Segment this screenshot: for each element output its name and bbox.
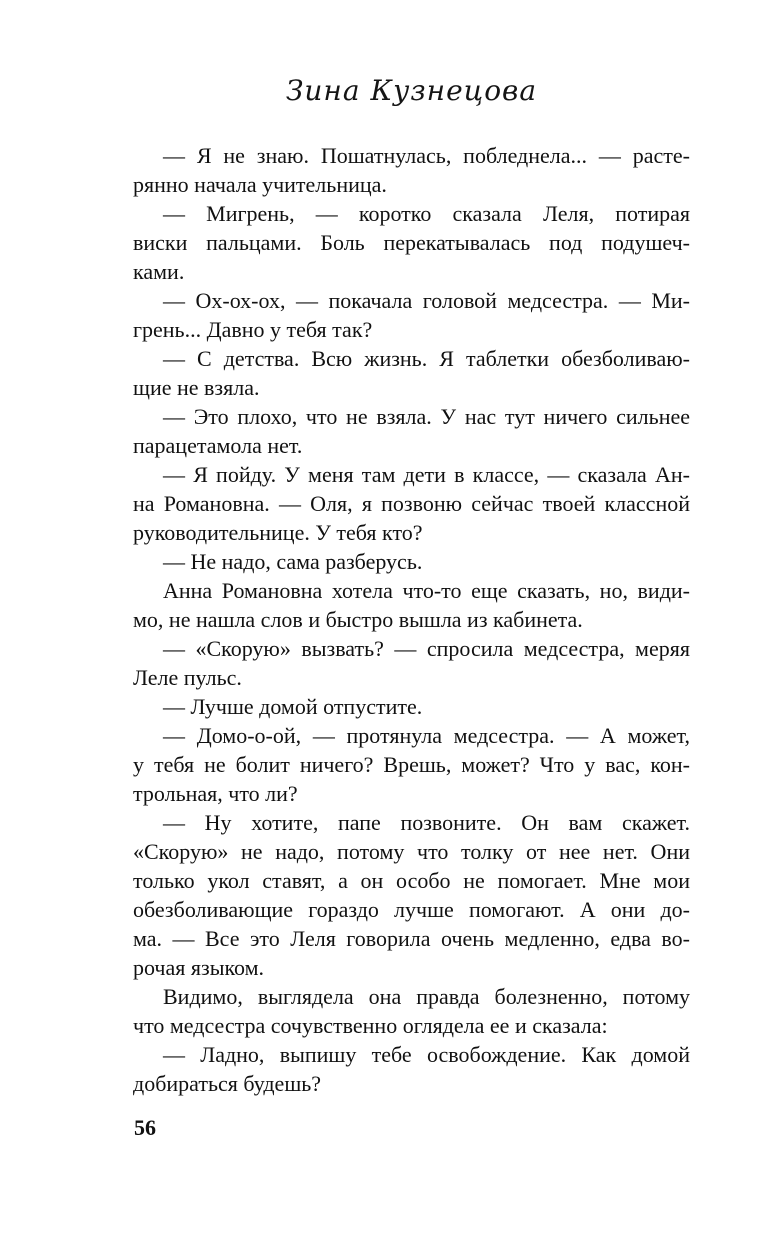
paragraph — [133, 576, 690, 634]
text-line: обезболивающие гораздо лучше помогают. А они до- — [133, 897, 690, 922]
paragraph — [133, 721, 690, 808]
paragraph — [133, 982, 690, 1040]
text-line: — Я пойду. У меня там дети в классе, — сказала Ан- — [163, 462, 690, 487]
text-line: «Скорую» не надо, потому что толку от нее нет. Они — [133, 839, 690, 864]
text-line: — Не надо, сама разберусь. — [163, 549, 423, 574]
paragraph — [133, 199, 690, 286]
text-line: парацетамола нет. — [133, 433, 303, 458]
text-line: — Я не знаю. Пошатнулась, побледнела... — расте- — [163, 143, 690, 168]
text-line: — Мигрень, — коротко сказала Леля, потирая — [163, 201, 690, 226]
paragraph — [133, 286, 690, 344]
paragraph — [133, 692, 690, 721]
paragraph — [133, 460, 690, 547]
text-line: рянно начала учительница. — [133, 172, 387, 197]
page-text-block — [133, 141, 690, 1098]
text-line: трольная, что ли? — [133, 781, 298, 806]
text-line: рочая языком. — [133, 955, 265, 980]
text-line: — Ладно, выпишу тебе освобождение. Как домой — [163, 1042, 690, 1067]
paragraph — [133, 808, 690, 982]
running-header-author: Зина Кузнецова — [285, 74, 538, 107]
text-line: добираться будешь? — [133, 1071, 322, 1096]
text-line: Анна Романовна хотела что-то еще сказать, но, види- — [163, 578, 690, 603]
text-line: — «Скорую» вызвать? — спросила медсестра, меряя — [163, 636, 690, 661]
text-line: — Это плохо, что не взяла. У нас тут ничего сильнее — [163, 404, 690, 429]
paragraph — [133, 402, 690, 460]
text-line: грень... Давно у тебя так? — [133, 317, 373, 342]
paragraph — [133, 634, 690, 692]
text-line: Леле пульс. — [133, 665, 242, 690]
text-line: — Ох-ох-ох, — покачала головой медсестра. — Ми- — [163, 288, 690, 313]
text-line: ма. — Все это Леля говорила очень медленно, едва во- — [133, 926, 690, 951]
paragraph — [133, 1040, 690, 1098]
text-line: мо, не нашла слов и быстро вышла из кабинета. — [133, 607, 583, 632]
text-line: — Домо-о-ой, — протянула медсестра. — А может, — [163, 723, 690, 748]
text-line: только укол ставят, а он особо не помогает. Мне мои — [133, 868, 690, 893]
text-line: — Ну хотите, папе позвоните. Он вам скажет. — [163, 810, 690, 835]
text-line: щие не взяла. — [133, 375, 260, 400]
text-line: у тебя не болит ничего? Врешь, может? Что у вас, кон- — [133, 752, 690, 777]
paragraph — [133, 344, 690, 402]
text-line: ками. — [133, 259, 185, 284]
text-line: виски пальцами. Боль перекатывалась под подушеч- — [133, 230, 690, 255]
page-number: 56 — [134, 1115, 156, 1140]
text-line: что медсестра сочувственно оглядела ее и сказала: — [133, 1013, 608, 1038]
text-line: на Романовна. — Оля, я позвоню сейчас твоей классной — [133, 491, 690, 516]
text-line: Видимо, выглядела она правда болезненно, потому — [163, 984, 690, 1009]
text-line: — Лучше домой отпустите. — [163, 694, 423, 719]
paragraph — [133, 141, 690, 199]
paragraph — [133, 547, 690, 576]
text-line: — С детства. Всю жизнь. Я таблетки обезболиваю- — [163, 346, 690, 371]
text-line: руководительнице. У тебя кто? — [133, 520, 423, 545]
